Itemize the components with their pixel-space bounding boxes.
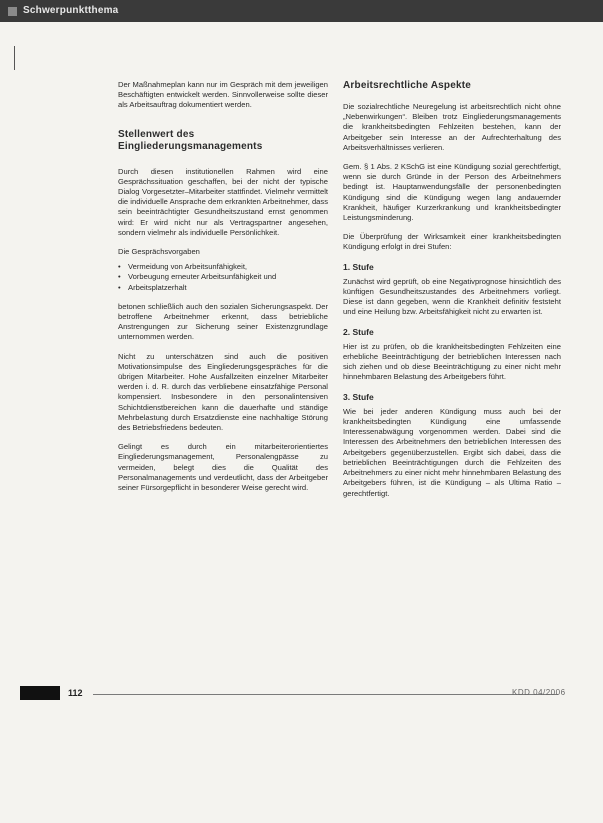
stage-text: Zunächst wird geprüft, ob eine Negativprognose hinsichtlich des künftigen Gesundheitszustandes des Arbeitnehmers vorliegt. Diese ist dann gegeben, wenn die Krankheit definitiv feststeht und eine Heilung bzw. Arbeitsfähigkeit nicht zu erwarten ist. (343, 276, 561, 317)
issue-label: KDD 04/2006 (512, 688, 566, 697)
paragraph: Nicht zu unterschätzen sind auch die positiven Motivationsimpulse des Eingliederungsgespräches für die übrigen Mitarbeiter. Hohe Ausfallzeiten einzelner Mitarbeiter werden i. d. R. durch das verbliebene einsatzfähige Personal kompensiert. Insbesondere in den personalintensiven Schichtdienstbereichen kann die dauerhafte und ständige Mehrbelastung durch Ersatzdienste eine nachhaltige Störung des Betriebsfriedens bedeuten. (118, 351, 328, 433)
stage-heading: 3. Stufe (343, 391, 374, 402)
margin-rule (14, 46, 15, 70)
footer-rule (93, 694, 558, 695)
list-item: • Vorbeugung erneuter Arbeitsunfähigkeit und (118, 272, 328, 282)
stage-heading: 2. Stufe (343, 326, 374, 337)
stage-text: Wie bei jeder anderen Kündigung muss auch bei der krankheitsbedingten Kündigung eine umfassende Interessenabwägung vorgenommen werden. Dabei sind die Interessen des Arbeitnehmers den betrieblichen Interessen des Arbeitgebers gegenüberzustellen. Ergibt sich dabei, dass die betrieblichen Beeinträchtigungen durch die Fehlzeiten des Arbeitnehmers zu einer nicht mehr hinnehmbaren Belastung des Arbeitgebers führen, ist die Kündigung – als Ultima Ratio – gerechtfertigt. (343, 406, 561, 498)
footer-block (20, 686, 60, 700)
section-heading-arbeitsrecht: Arbeitsrechtliche Aspekte (343, 80, 472, 91)
section-heading-stellenwert: Stellenwert des Eingliederungsmanagements (118, 128, 263, 152)
stage-text: Hier ist zu prüfen, ob die krankheitsbedingten Fehlzeiten eine erhebliche Beeinträchtigung der betrieblichen Interessen nach sich ziehen und ob diese Beeinträchtigung zu einer nicht mehr hinnehmbaren Belastung des Arbeitgebers führt. (343, 341, 561, 382)
section-marker-icon (8, 7, 17, 16)
right-column (343, 80, 561, 508)
intro-paragraph: Der Maßnahmeplan kann nur im Gespräch mit dem jeweiligen Beschäftigten entwickelt werden. Sinnvollerweise sollte dieser als Arbeitsauftrag dokumentiert werden. (118, 80, 328, 110)
left-column (118, 80, 328, 502)
paragraph: betonen schließlich auch den sozialen Sicherungsaspekt. Der betroffene Arbeitnehmer erkennt, dass betriebliche Anstrengungen zur Sicherung seiner Existenzgrundlage unternommen werden. (118, 301, 328, 342)
paragraph: Durch diesen institutionellen Rahmen wird eine Gesprächssituation geschaffen, bei der nicht der typische Dialog Vorgesetzter–Mitarbeiter stattfindet. Vielmehr vermittelt die individuelle Ansprache dem erkrankten Arbeitnehmer, dass sein beeinträchtigter Gesundheitszustand ernst genommen wird: Er wird nicht nur als Vertragspartner angesehen, sondern vielmehr als individuelle Persönlichkeit. (118, 166, 328, 237)
list-item: • Vermeidung von Arbeitsunfähigkeit, (118, 262, 328, 272)
paragraph: Die Überprüfung der Wirksamkeit einer krankheitsbedingten Kündigung erfolgt in drei Stufen: (343, 232, 561, 252)
section-label: Schwerpunktthema (23, 5, 119, 16)
list-item: • Arbeitsplatzerhalt (118, 283, 328, 293)
stage-heading: 1. Stufe (343, 261, 374, 272)
list-intro: Die Gesprächsvorgaben (118, 247, 200, 257)
paragraph: Die sozialrechtliche Neuregelung ist arbeitsrechtlich nicht ohne „Nebenwirkungen“. Bleiben trotz Eingliederungsmanagements die krankheitsbedingten Fehlzeiten bestehen, kann der Arbeitgeber sein Interesse an der Aufrechterhaltung des Arbeitsverhältnisses verlieren. (343, 102, 561, 152)
bullet-list (118, 262, 328, 293)
section-header-bar (0, 0, 603, 22)
paragraph: Gelingt es durch ein mitarbeiterorientiertes Eingliederungsmanagement, Personalengpässe zu vermeiden, belegt dies die Qualität des Personalmanagements und verdeutlicht, dass der Arbeitgeber seiner Fürsorgepflicht in besonderer Weise gerecht wird. (118, 442, 328, 493)
paragraph: Gem. § 1 Abs. 2 KSchG ist eine Kündigung sozial gerechtfertigt, wenn sie durch Gründe in der Person des Arbeitnehmers bedingt ist. Hauptanwendungsfälle der personenbedingten Kündigung sind die Kündigung wegen lang andauernder Krankheit, häufiger Kurzerkrankung und krankheitsbedingter Leistungsminderung. (343, 162, 561, 223)
page-number: 112 (68, 688, 83, 698)
